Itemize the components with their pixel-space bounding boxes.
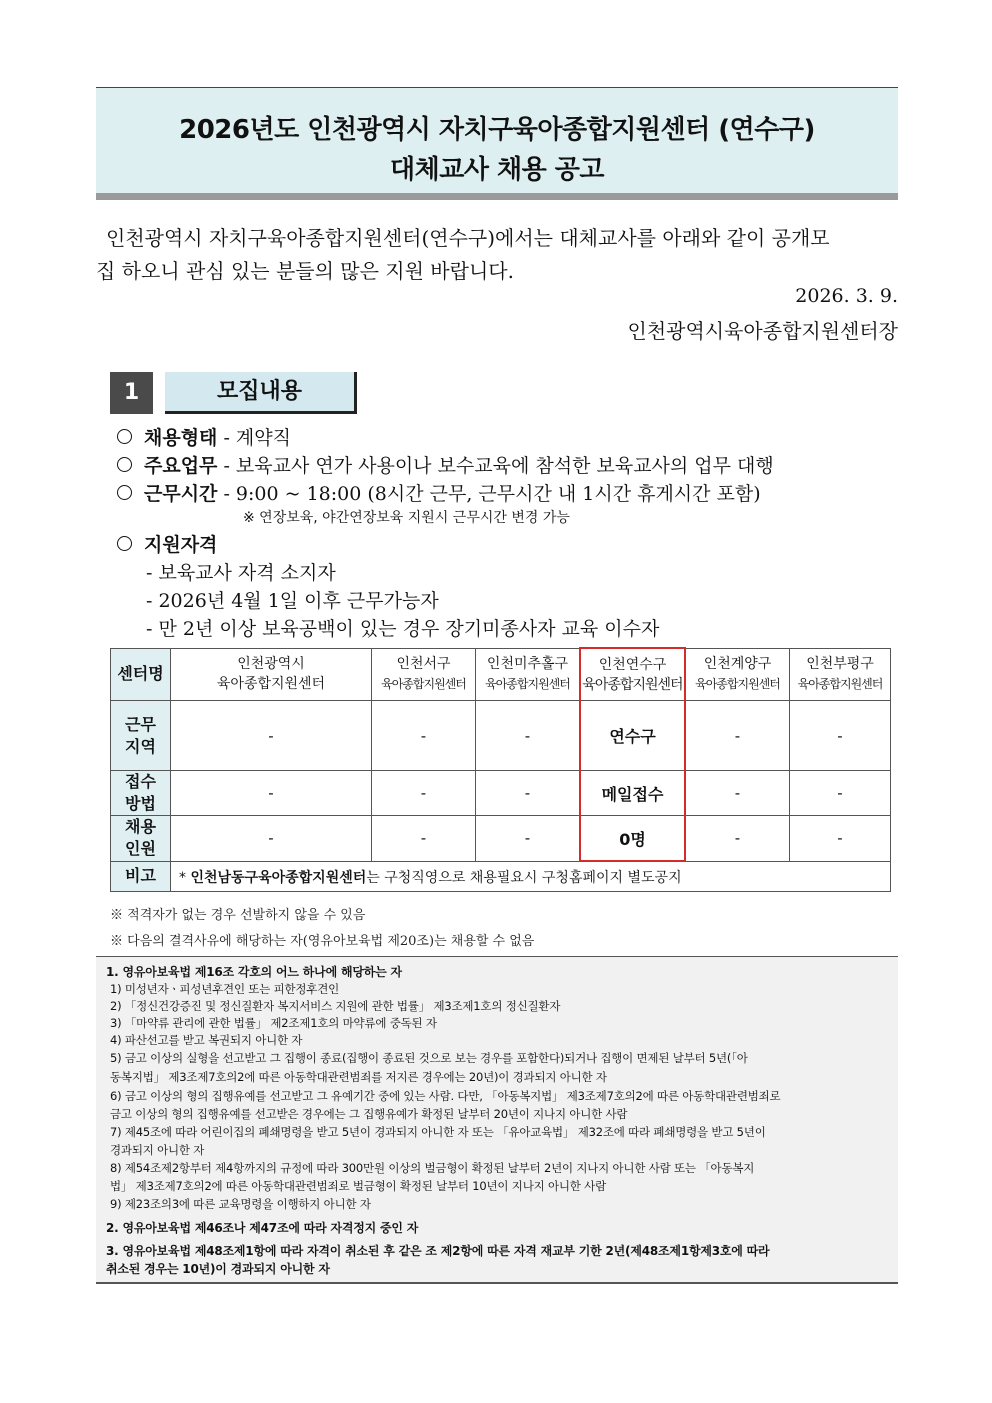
- disqualification-line: 5) 금고 이상의 실형을 선고받고 그 집행이 종료(집행이 종료된 것으로 보는 경우를 포함한다)되거나 집행이 면제된 날부터 5년(「아: [110, 1051, 748, 1065]
- disqualification-line: 8) 제54조제2항부터 제4항까지의 규정에 따라 300만원 이상의 벌금형이 확정된 날부터 2년이 지나지 아니한 사람 또는 「아동복지: [110, 1161, 755, 1175]
- column-header: 인천광역시 육아종합지원센터: [171, 648, 372, 701]
- section-number: 1: [110, 372, 153, 414]
- table-cell: -: [171, 701, 372, 771]
- table-cell: -: [685, 701, 790, 771]
- item-text: - 보육교사 연가 사용이나 보수교육에 참석한 보육교사의 업무 대행: [217, 455, 774, 477]
- disqualification-line: 경과되지 아니한 자: [110, 1143, 205, 1157]
- item-label: 근무시간: [144, 483, 218, 505]
- row-header: 근무 지역: [111, 701, 171, 771]
- disqualification-head-3-line-2: 취소된 경우는 10년)이 경과되지 아니한 자: [106, 1262, 330, 1276]
- footnote-2: ※ 다음의 결격사유에 해당하는 자(영유아보육법 제20조)는 채용할 수 없음: [110, 934, 535, 949]
- row-header: 채용 인원: [111, 816, 171, 862]
- column-header: 인천부평구 육아종합지원센터: [790, 648, 891, 701]
- disqualification-head-1: 1. 영유아보육법 제16조 각호의 어느 하나에 해당하는 자: [106, 965, 402, 979]
- intro-paragraph: [96, 222, 898, 288]
- disqualification-line: 2) 「정신건강증진 및 정신질환자 복지서비스 지원에 관한 법률」 제3조제1호의 정신질환자: [110, 999, 561, 1013]
- table-cell: -: [476, 816, 581, 862]
- disqualification-line: 3) 「마약류 관리에 관한 법률」 제2조제1호의 마약류에 중독된 자: [110, 1016, 437, 1030]
- table-cell-highlighted: 0명: [580, 816, 685, 862]
- title-box: [96, 87, 898, 200]
- circle-bullet-icon: [117, 536, 132, 551]
- disqualification-line: 금고 이상의 형의 집행유예를 선고받은 경우에는 그 집행유예가 확정된 날부터 20년이 지나지 아니한 사람: [110, 1107, 628, 1121]
- circle-bullet-icon: [117, 485, 132, 500]
- qualification-2: - 2026년 4월 1일 이후 근무가능자: [146, 590, 439, 612]
- table-cell-highlighted: 연수구: [580, 701, 685, 771]
- note-label: 비고: [111, 861, 171, 892]
- disqualification-line: 1) 미성년자ㆍ피성년후견인 또는 피한정후견인: [110, 982, 340, 996]
- disqualification-line: 4) 파산선고를 받고 복권되지 아니한 자: [110, 1033, 303, 1047]
- disqualification-head-3-line-1: 3. 영유아보육법 제48조제1항에 따라 자격이 취소된 후 같은 조 제2항에 따른 자격 재교부 기한 2년(제48조제1항제3호에 따라: [106, 1244, 770, 1258]
- disqualification-line: 7) 제45조에 따라 어린이집의 폐쇄명령을 받고 5년이 경과되지 아니한 자 또는 「유아교육법」 제32조에 따라 폐쇄명령을 받고 5년이: [110, 1125, 766, 1139]
- table-cell: -: [790, 816, 891, 862]
- column-header: 인천미추홀구 육아종합지원센터: [476, 648, 581, 701]
- intro-line-1: 인천광역시 자치구육아종합지원센터(연수구)에서는 대체교사를 아래와 같이 공개모: [106, 226, 830, 250]
- item-text: - 계약직: [217, 427, 291, 449]
- column-header: 인천서구 육아종합지원센터: [372, 648, 476, 701]
- qualification-1: - 보육교사 자격 소지자: [146, 562, 336, 584]
- circle-bullet-icon: [117, 457, 132, 472]
- item-text: - 9:00 ~ 18:00 (8시간 근무, 근무시간 내 1시간 휴게시간 포함): [217, 483, 761, 505]
- table-row: [111, 816, 891, 862]
- item-main-duty: [117, 451, 774, 478]
- table-note-row: [111, 861, 891, 892]
- footnote-1: ※ 적격자가 없는 경우 선발하지 않을 수 있음: [110, 908, 366, 923]
- note-bold-center: 인천남동구육아종합지원센터: [190, 869, 367, 886]
- column-header-highlighted: 인천연수구 육아종합지원센터: [580, 648, 685, 701]
- column-header: 인천계양구 육아종합지원센터: [685, 648, 790, 701]
- table-cell: -: [476, 701, 581, 771]
- center-table: [110, 647, 891, 892]
- table-cell: -: [790, 771, 891, 816]
- title-line-1: 2026년도 인천광역시 자치구육아종합지원센터 (연수구): [179, 115, 815, 145]
- table-row: [111, 701, 891, 771]
- qualification-3: - 만 2년 이상 보육공백이 있는 경우 장기미종사자 교육 이수자: [146, 618, 660, 640]
- table-cell: -: [685, 816, 790, 862]
- issuer-signature: 인천광역시육아종합지원센터장: [627, 319, 898, 343]
- item-label: 채용형태: [144, 427, 218, 449]
- table-cell: -: [171, 816, 372, 862]
- item-qualification: [117, 530, 217, 557]
- table-corner: 센터명: [111, 648, 171, 701]
- note-cell: * 인천남동구육아종합지원센터는 구청직영으로 채용필요시 구청홈페이지 별도공지: [171, 861, 891, 892]
- table-header-row: [111, 648, 891, 701]
- disqualification-line: 9) 제23조의3에 따른 교육명령을 이행하지 아니한 자: [110, 1197, 371, 1211]
- disqualification-head-2: 2. 영유아보육법 제46조나 제47조에 따라 자격정지 중인 자: [106, 1221, 419, 1235]
- table-cell: -: [476, 771, 581, 816]
- item-label: 주요업무: [144, 455, 218, 477]
- item-label: 지원자격: [144, 534, 218, 556]
- table-cell: -: [372, 701, 476, 771]
- table-cell: -: [685, 771, 790, 816]
- title-line-2: 대체교사 채용 공고: [389, 155, 605, 185]
- table-row: [111, 771, 891, 816]
- table-cell: -: [372, 771, 476, 816]
- table-cell: -: [171, 771, 372, 816]
- intro-line-2: 집 하오니 관심 있는 분들의 많은 지원 바랍니다.: [96, 259, 514, 283]
- table-cell-highlighted: 메일접수: [580, 771, 685, 816]
- disqualification-line: 6) 금고 이상의 형의 집행유예를 선고받고 그 유예기간 중에 있는 사람. 다만, 「아동복지법」 제3조제7호의2에 따른 아동학대관련범죄로: [110, 1089, 781, 1103]
- row-header: 접수 방법: [111, 771, 171, 816]
- table-cell: -: [790, 701, 891, 771]
- announcement-date: 2026. 3. 9.: [795, 285, 898, 307]
- working-hours-note: ※ 연장보육, 야간연장보육 지원시 근무시간 변경 가능: [243, 510, 570, 526]
- section-title: 모집내용: [165, 372, 357, 414]
- item-employment-type: [117, 423, 291, 450]
- disqualification-line: 동복지법」 제3조제7호의2에 따른 아동학대관련범죄를 저지른 경우에는 20년)이 경과되지 아니한 자: [110, 1070, 607, 1084]
- table-cell: -: [372, 816, 476, 862]
- circle-bullet-icon: [117, 429, 132, 444]
- disqualification-line: 법」 제3조제7호의2에 따른 아동학대관련범죄로 벌금형이 확정된 날부터 10년이 지나지 아니한 사람: [110, 1179, 606, 1193]
- item-working-hours: [117, 479, 761, 506]
